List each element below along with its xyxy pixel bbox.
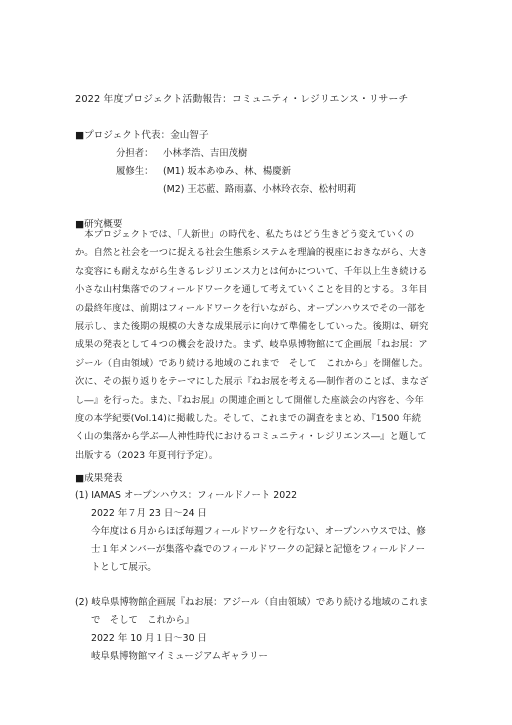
result-1-date: 2022 年７月 23 日～24 日 [91,508,207,519]
overview-line: 本プロジェクトでは、「人新世」の時代を、私たちはどう生きどう変えていくの [75,229,415,240]
result-1-title: (1) IAMAS オープンハウス：フィールドノート 2022 [75,490,298,501]
students-label: 履修生： [116,166,154,177]
overview-line: 小さな山村集落でのフィールドワークを通して考えていくことを目的とする。３年目 [75,284,428,296]
overview-line: 出版する（2023 年夏刊行予定）。 [75,449,219,461]
result-1-desc: 今年度は６月からほぼ毎週フィールドワークを行ない、オープンハウスでは、修 [91,526,426,537]
result-2-date: 2022 年 10 月１日～30 日 [91,633,207,644]
sharing-names: 小林孝浩、吉田茂樹 [163,148,248,159]
result-2-title: (2) 岐阜県博物館企画展『ねお展：アジール（自由領域）であり続ける地域のこれま [75,597,429,608]
students-m1: (M1) 坂本あゆみ、林、楊慶新 [163,166,292,177]
overview-line: 成果の発表として４つの機会を設けた。まず、岐阜県博物館にて企画展「ねお展：ア [75,339,428,351]
students-m2: (M2) 王芯藍、路雨嘉、小林玲衣奈、松村明莉 [163,184,357,195]
overview-line: 展示し、また後期の規模の大きな成果展示に向けて準備をしていった。後期は、研究 [75,320,429,332]
report-title: 2022 年度プロジェクト活動報告：コミュニティ・レジリエンス・リサーチ [75,94,409,105]
overview-line: ジール（自由領域）であり続ける地域のこれまで そして これから」を開催した。 [75,357,429,369]
result-1-desc: 士１年メンバーが集落や森でのフィールドワークの記録と記憶をフィールドノー [91,544,426,555]
result-1-desc: トとして展示。 [91,562,157,573]
result-2-venue: 岐阜県博物館マイミュージアムギャラリー [91,651,268,662]
overview-line: の最終年度は、前期はフィールドワークを行いながら、オープンハウスでその一部を [75,302,426,314]
results-heading: ■成果発表 [75,473,123,484]
overview-paragraph [75,226,445,465]
overview-line: 度の本学紀要(Vol.14)に掲載した。そして、これまでの調査をまとめ、『1500 年続 [75,412,422,424]
overview-heading: ■研究概要 [75,219,123,230]
result-2-title-cont: で そして これから』 [91,615,195,626]
overview-line: く山の集落から学ぶ―人神性時代におけるコミュニティ・レジリエンス―』と題して [75,431,427,443]
overview-line: 次に、その振り返りをテーマにした展示『ねお展を考える―制作者のことば、まなざ [75,376,429,388]
overview-line: か。自然と社会を一つに捉える社会生態系システムを理論的視座におきながら、大き [75,247,428,259]
sharing-label: 分担者： [116,148,154,159]
overview-line: し―』を行った。また、『ねお展』の関連企画として開催した座談会の内容を、今年 [75,394,424,406]
project-representative: ■プロジェクト代表：金山智子 [75,130,209,141]
overview-line: な変容にも耐えながら生きるレジリエンス力とは何かについて、千年以上生き続ける [75,265,428,277]
